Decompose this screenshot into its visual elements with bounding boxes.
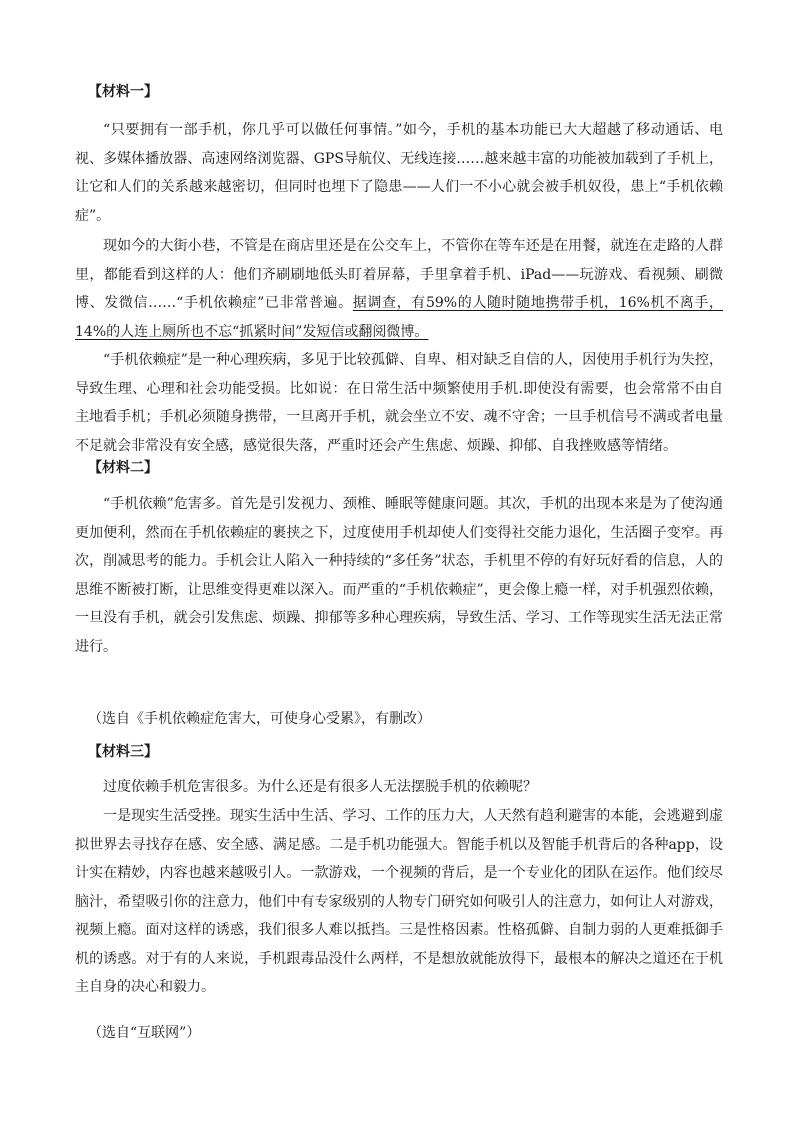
material-one-paragraph-2 (75, 232, 723, 346)
material-two-heading: 【材料二】 (88, 460, 158, 476)
material-one-paragraph-2-text: 现如今的大街小巷，不管是在商店里还是在公交车上，不管你在等车还是在用餐，就连在走路的人群里，都能看到这样的人：他们齐刷刷地低头盯着屏幕，手里拿着手机、iPad——玩游戏、看视频、刷微博、发微信……“手机依赖症”已非常普遍。 (75, 238, 723, 311)
material-three-source: （选自“互联网”） (88, 1025, 201, 1041)
material-three-paragraph-1: 过度依赖手机危害很多。为什么还是有很多人无法摆脱手机的依赖呢？ (103, 779, 537, 795)
material-one-heading: 【材料一】 (88, 84, 158, 100)
survey-statistics-underlined: 据调查，有59%的人随时随地携带手机，16%机不离手，14%的人连上厕所也不忘“抓紧时间”发短信或翻阅微博。 (75, 295, 723, 340)
material-three-heading: 【材料三】 (88, 744, 158, 760)
material-two-paragraph-1: “手机依赖”危害多。首先是引发视力、颈椎、睡眠等健康问题。其次，手机的出现本来是为了使沟通更加便利，然而在手机依赖症的裹挟之下，过度使用手机却使人们变得社交能力退化，生活圈子变窄。再次，削减思考的能力。手机会让人陷入一种持续的“多任务”状态，手机里不停的有好玩好看的信息，人的思维不断被打断，让思维变得更难以深入。而严重的“手机依赖症”，更会像上瘾一样，对手机强烈依赖，一旦没有手机，就会引发焦虑、烦躁、抑郁等多种心理疾病，导致生活、学习、工作等现实生活无法正常进行。 (75, 496, 723, 655)
material-three-paragraph-2: 一是现实生活受挫。现实生活中生活、学习、工作的压力大，人天然有趋利避害的本能，会逃避到虚拟世界去寻找存在感、安全感、满足感。二是手机功能强大。智能手机以及智能手机背后的各种app，设计实在精妙，内容也越来越吸引人。一款游戏，一个视频的背后，是一个专业化的团队在运作。他们绞尽脑汁，希望吸引你的注意力，他们中有专家级别的人物专门研究如何吸引人的注意力，如何让人对游戏，视频上瘾。面对这样的诱惑，我们很多人难以抵挡。三是性格因素。性格孤僻、自制力弱的人更难抵御手机的诱惑。对于有的人来说，手机跟毒品没什么两样，不是想放就能放得下，最根本的解决之道还在于机主自身的决心和毅力。 (75, 808, 723, 995)
material-one-paragraph-3: “手机依赖症”是一种心理疾病，多见于比较孤僻、自卑、相对缺乏自信的人，因使用手机行为失控，导致生理、心理和社会功能受损。比如说：在日常生活中频繁使用手机.即使没有需要，也会常常不由自主地看手机；手机必须随身携带，一旦离开手机，就会坐立不安、魂不守舍；一旦手机信号不满或者电量不足就会非常没有安全感，感觉很失落，严重时还会产生焦虑、烦躁、抑郁、自我挫败感等情绪。 (75, 352, 723, 454)
material-two-source: （选自《手机依赖症危害大，可使身心受累》，有删改） (88, 711, 431, 727)
material-one-paragraph-1: “只要拥有一部手机，你几乎可以做任何事情。”如今，手机的基本功能已大大超越了移动通话、电视、多媒体播放器、高速网络浏览器、GPS导航仪、无线连接……越来越丰富的功能被加载到了手机上，让它和人们的关系越来越密切，但同时也埋下了隐患——人们一不小心就会被手机奴役，患上“手机依赖症”。 (75, 122, 723, 224)
